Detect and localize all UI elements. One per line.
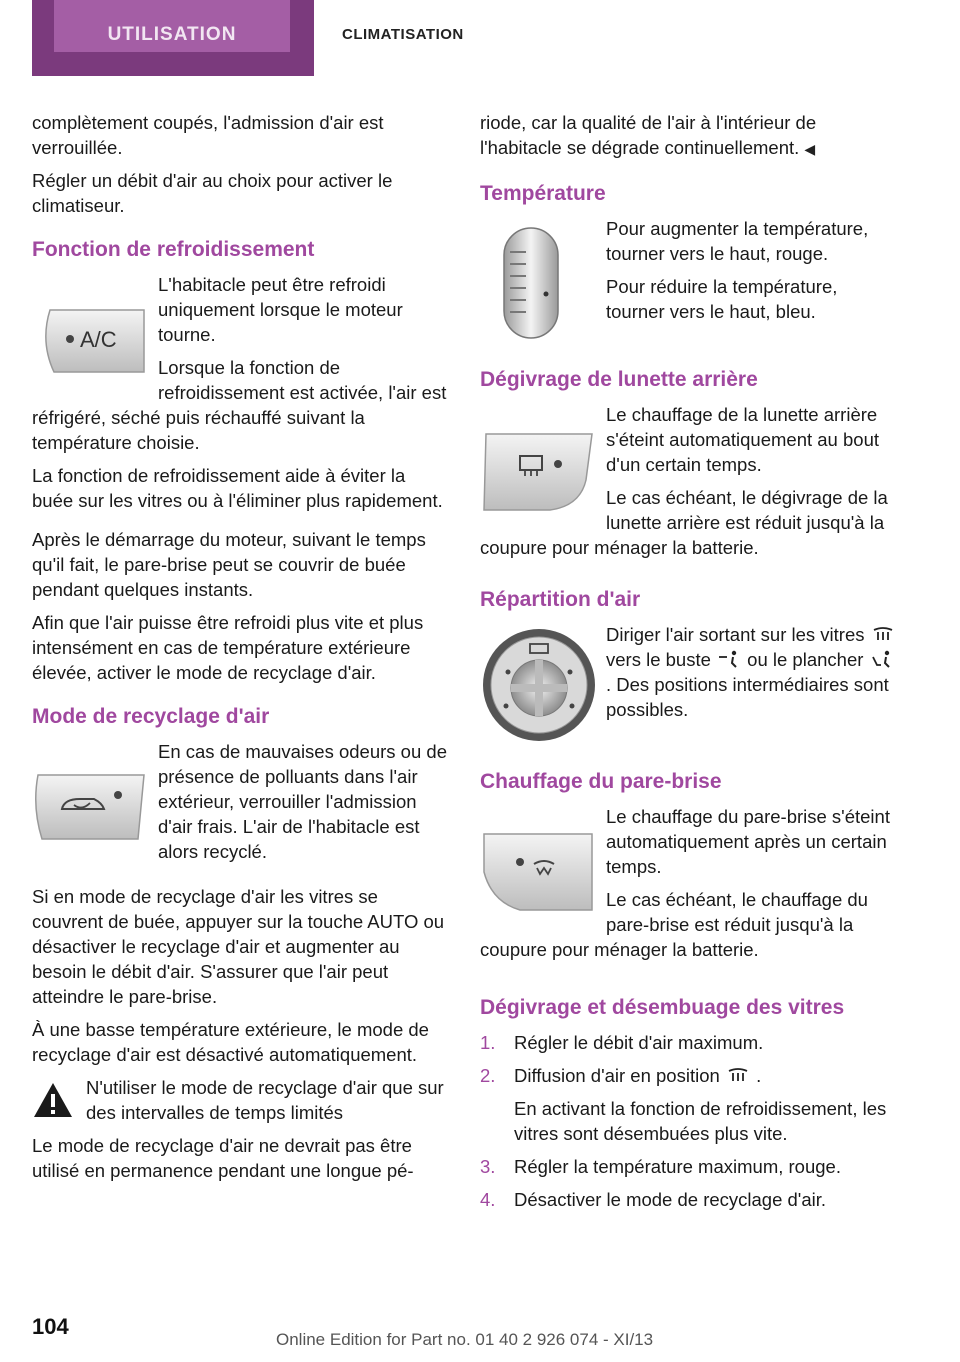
heading-recirculation: Mode de recyclage d'air bbox=[32, 705, 270, 728]
cooling-block bbox=[32, 272, 450, 463]
heading-air-distribution: Répartition d'air bbox=[480, 588, 641, 611]
temperature-wheel-icon bbox=[480, 224, 598, 342]
paragraph: Le cas échéant, le dégivrage de la lunette arrière est réduit jusqu'à la coupure pour ménager la batterie. bbox=[480, 487, 888, 558]
windshield-heating-block bbox=[480, 804, 898, 970]
heading-cooling: Fonction de refroidissement bbox=[32, 238, 315, 261]
end-mark-icon: ◀ bbox=[804, 141, 816, 157]
svg-text:A/C: A/C bbox=[80, 327, 117, 352]
paragraph: Le mode de recyclage d'air ne devrait pas être utilisé en permanence pendant une longue pé- bbox=[32, 1135, 414, 1181]
right-column bbox=[480, 110, 898, 1220]
footwell-vent-icon bbox=[869, 649, 895, 669]
header-tab-label: UTILISATION bbox=[54, 0, 290, 52]
paragraph: Régler un débit d'air au choix pour activer le climatiseur. bbox=[32, 170, 393, 216]
edition-note: Online Edition for Part no. 01 40 2 926 074 - XI/13 bbox=[276, 1330, 654, 1349]
paragraph: Après le démarrage du moteur, suivant le temps qu'il fait, le pare-brise peut se couvrir de buée pendant quelques instants. bbox=[32, 529, 426, 600]
heading-windshield-heating: Chauffage du pare-brise bbox=[480, 770, 722, 793]
paragraph: Pour réduire la température, tourner vers le haut, bleu. bbox=[606, 276, 838, 322]
heading-defrost-demist: Dégivrage et désembuage des vitres bbox=[480, 996, 845, 1019]
rear-window-defrost-button-icon bbox=[480, 410, 598, 520]
list-item: 4. Désactiver le mode de recyclage d'air. bbox=[480, 1189, 827, 1210]
recirculation-button-icon bbox=[32, 747, 150, 857]
section-title: CLIMATISATION bbox=[342, 26, 464, 43]
paragraph: Lorsque la fonction de refroidissement est activée, l'air est réfrigéré, séché puis réchauffé suivant la température choisie. bbox=[32, 357, 447, 453]
air-distribution-knob-icon bbox=[480, 626, 598, 744]
paragraph: À une basse température extérieure, le mode de recyclage d'air est désactivé automatiquement. bbox=[32, 1019, 429, 1065]
paragraph: En cas de mauvaises odeurs ou de présence de polluants dans l'air extérieur, verrouiller l'admission d'air frais. L'air de l'habitacle est alors recyclé. bbox=[158, 741, 447, 862]
paragraph: Le chauffage de la lunette arrière s'éteint automatiquement au bout d'un certain temps. bbox=[606, 404, 879, 475]
warning-row bbox=[32, 1075, 450, 1125]
list-item: 3. Régler la température maximum, rouge. bbox=[480, 1156, 841, 1177]
page-number: 104 bbox=[32, 1314, 69, 1339]
air-distribution-block bbox=[480, 622, 898, 750]
paragraph: Afin que l'air puisse être refroidi plus vite et plus intensément en cas de température extérieure élevée, activer le mode de recyclage d'air. bbox=[32, 612, 424, 683]
paragraph: La fonction de refroidissement aide à éviter la buée sur les vitres ou à l'éliminer plus rapidement. bbox=[32, 465, 443, 511]
windshield-vent-icon bbox=[870, 624, 896, 644]
rear-defrost-block bbox=[480, 402, 898, 568]
paragraph: L'habitacle peut être refroidi uniquement lorsque le moteur tourne. bbox=[158, 274, 403, 345]
paragraph: Le chauffage du pare-brise s'éteint automatiquement après un certain temps. bbox=[606, 806, 890, 877]
warning-text: N'utiliser le mode de recyclage d'air que sur des intervalles de temps limités bbox=[86, 1077, 444, 1123]
paragraph: Si en mode de recyclage d'air les vitres se couvrent de buée, appuyer sur la touche AUTO ou désactiver le recyclage d'air et augmenter au besoin le débit d'air. S'assurer que l'air peut atteindre le pare-brise. bbox=[32, 886, 445, 1007]
left-column bbox=[32, 110, 450, 1191]
list-item: 1. Régler le débit d'air maximum. bbox=[480, 1032, 764, 1053]
ac-button-icon bbox=[32, 280, 150, 390]
recirc-block bbox=[32, 739, 450, 872]
temperature-block bbox=[480, 216, 898, 348]
upper-body-vent-icon bbox=[716, 649, 742, 669]
paragraph: riode, car la qualité de l'air à l'intérieur de l'habitacle se dégrade continuellement. ◀ bbox=[480, 112, 817, 158]
steps-list bbox=[480, 1030, 898, 1212]
paragraph: Diriger l'air sortant sur les vitres vers le buste ou le plancher . Des positions intermédiaires sont possibles. bbox=[480, 622, 898, 722]
paragraph: Pour augmenter la température, tourner vers le haut, rouge. bbox=[606, 218, 869, 264]
heading-rear-defrost: Dégivrage de lunette arrière bbox=[480, 368, 758, 391]
windshield-heating-button-icon bbox=[480, 812, 598, 922]
heading-temperature: Température bbox=[480, 182, 606, 205]
list-item: 2. Diffusion d'air en position . En activant la fonction de refroidissement, les vitres sont désembuées plus vite. bbox=[480, 1063, 898, 1146]
windshield-vent-icon bbox=[725, 1065, 751, 1085]
paragraph: Le cas échéant, le chauffage du pare-brise est réduit jusqu'à la coupure pour ménager la batterie. bbox=[480, 889, 868, 960]
warning-triangle-icon bbox=[32, 1081, 74, 1119]
paragraph: complètement coupés, l'admission d'air est verrouillée. bbox=[32, 112, 384, 158]
list-item-sub: En activant la fonction de refroidissement, les vitres sont désembuées plus vite. bbox=[514, 1098, 887, 1144]
